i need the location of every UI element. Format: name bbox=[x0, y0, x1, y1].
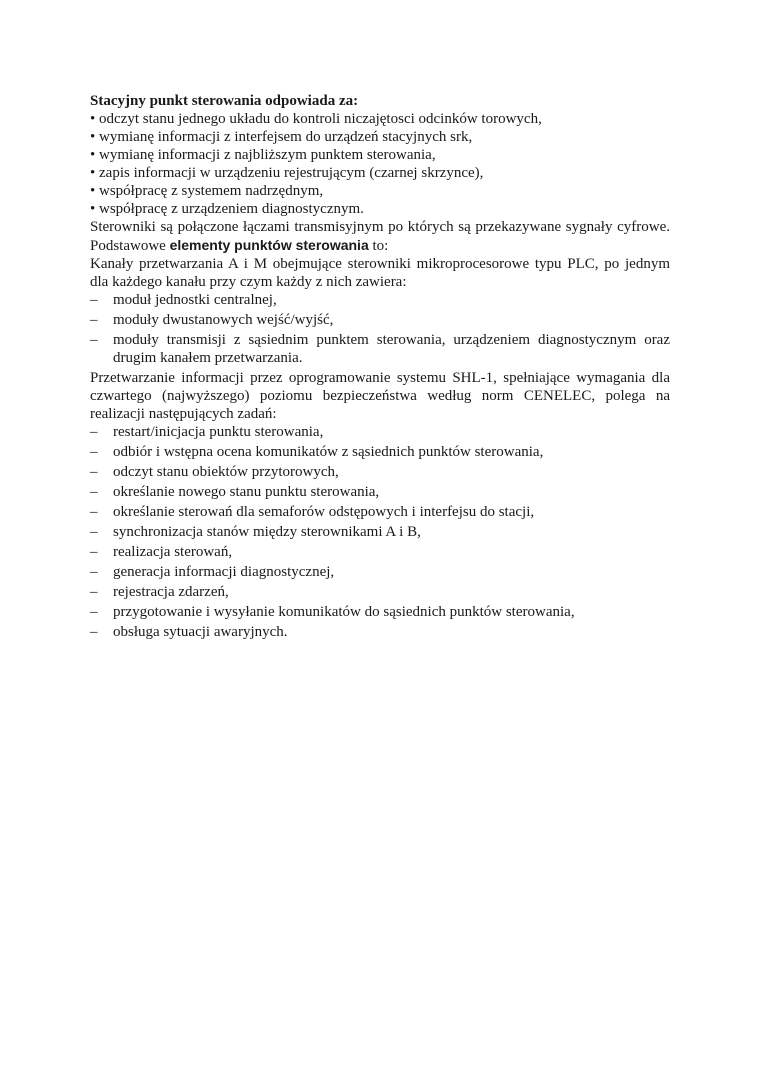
dash-marker: – bbox=[90, 444, 98, 460]
dash-marker: – bbox=[90, 504, 98, 520]
bullet-text: wymianę informacji z najbliższym punktem sterowania, bbox=[99, 147, 436, 163]
bullet-item bbox=[90, 110, 670, 128]
bullet-marker: • bbox=[90, 183, 96, 199]
list-item-text: określanie sterowań dla semaforów odstępowych i interfejsu do stacji, bbox=[113, 504, 535, 520]
bullet-marker: • bbox=[90, 165, 96, 181]
bullet-item bbox=[90, 200, 670, 218]
list-item bbox=[90, 623, 670, 641]
bullet-item bbox=[90, 146, 670, 164]
bullet-text: odczyt stanu jednego układu do kontroli niczajętosci odcinków torowych, bbox=[99, 111, 542, 127]
list-item bbox=[90, 423, 670, 441]
document-body bbox=[90, 92, 670, 643]
list-item bbox=[90, 291, 670, 309]
bullet-text: współpracę z urządzeniem diagnostycznym. bbox=[99, 201, 364, 217]
bullet-text: zapis informacji w urządzeniu rejestrującym (czarnej skrzynce), bbox=[99, 165, 484, 181]
dash-marker: – bbox=[90, 424, 98, 440]
list-item-text: moduły dwustanowych wejść/wyjść, bbox=[113, 312, 334, 328]
paragraph-controllers bbox=[90, 218, 670, 255]
list-item-text: przygotowanie i wysyłanie komunikatów do sąsiednich punktów sterowania, bbox=[113, 604, 575, 620]
section-heading: Stacyjny punkt sterowania odpowiada za: bbox=[90, 93, 359, 109]
dash-marker: – bbox=[90, 624, 98, 640]
paragraph-channels: Kanały przetwarzania A i M obejmujące sterowniki mikroprocesorowe typu PLC, po jednym dla każdego kanału przy czym każdy z nich zawiera: bbox=[90, 256, 670, 290]
list-item-text: odbiór i wstępna ocena komunikatów z sąsiednich punktów sterowania, bbox=[113, 444, 544, 460]
bullet-marker: • bbox=[90, 147, 96, 163]
list-item bbox=[90, 483, 670, 501]
list-item bbox=[90, 463, 670, 481]
dash-marker: – bbox=[90, 544, 98, 560]
bullet-item bbox=[90, 182, 670, 200]
list-item-text: restart/inicjacja punktu sterowania, bbox=[113, 424, 324, 440]
list-item bbox=[90, 603, 670, 621]
bullet-item bbox=[90, 164, 670, 182]
dash-marker: – bbox=[90, 312, 98, 328]
bullet-marker: • bbox=[90, 111, 96, 127]
tasks-list bbox=[90, 423, 670, 641]
list-item bbox=[90, 583, 670, 601]
list-item-text: odczyt stanu obiektów przytorowych, bbox=[113, 464, 339, 480]
bullet-item bbox=[90, 128, 670, 146]
dash-marker: – bbox=[90, 524, 98, 540]
paragraph-tail: to: bbox=[368, 238, 389, 254]
list-item-text: moduł jednostki centralnej, bbox=[113, 292, 277, 308]
bullet-text: wymianę informacji z interfejsem do urządzeń stacyjnych srk, bbox=[99, 129, 473, 145]
list-item bbox=[90, 331, 670, 367]
list-item-text: moduły transmisji z sąsiednim punktem sterowania, urządzeniem diagnostycznym oraz drugim kanałem przetwarzania. bbox=[113, 332, 670, 366]
dash-marker: – bbox=[90, 484, 98, 500]
dash-marker: – bbox=[90, 332, 98, 348]
dash-marker: – bbox=[90, 464, 98, 480]
bullet-marker: • bbox=[90, 201, 96, 217]
bullet-marker: • bbox=[90, 129, 96, 145]
list-item-text: synchronizacja stanów między sterownikami A i B, bbox=[113, 524, 421, 540]
channel-modules-list bbox=[90, 291, 670, 367]
responsibilities-list bbox=[90, 110, 670, 218]
dash-marker: – bbox=[90, 292, 98, 308]
list-item-text: określanie nowego stanu punktu sterowania, bbox=[113, 484, 380, 500]
paragraph-processing: Przetwarzanie informacji przez oprogramowanie systemu SHL-1, spełniające wymagania dla czwartego (najwyższego) poziomu bezpieczeństwa według norm CENELEC, polega na realizacji następujących zadań: bbox=[90, 370, 670, 422]
dash-marker: – bbox=[90, 604, 98, 620]
list-item bbox=[90, 523, 670, 541]
paragraph-text: Sterowniki są połączone łączami transmisyjnym po których są przekazywane sygnały cyfrowe. Podstawowe bbox=[90, 219, 670, 254]
dash-marker: – bbox=[90, 584, 98, 600]
list-item bbox=[90, 543, 670, 561]
list-item bbox=[90, 311, 670, 329]
list-item-text: generacja informacji diagnostycznej, bbox=[113, 564, 335, 580]
bullet-text: współpracę z systemem nadrzędnym, bbox=[99, 183, 324, 199]
dash-marker: – bbox=[90, 564, 98, 580]
list-item-text: realizacja sterowań, bbox=[113, 544, 233, 560]
list-item-text: obsługa sytuacji awaryjnych. bbox=[113, 624, 288, 640]
list-item bbox=[90, 443, 670, 461]
list-item bbox=[90, 563, 670, 581]
bold-phrase: elementy punktów sterowania bbox=[169, 237, 369, 253]
list-item-text: rejestracja zdarzeń, bbox=[113, 584, 229, 600]
list-item bbox=[90, 503, 670, 521]
